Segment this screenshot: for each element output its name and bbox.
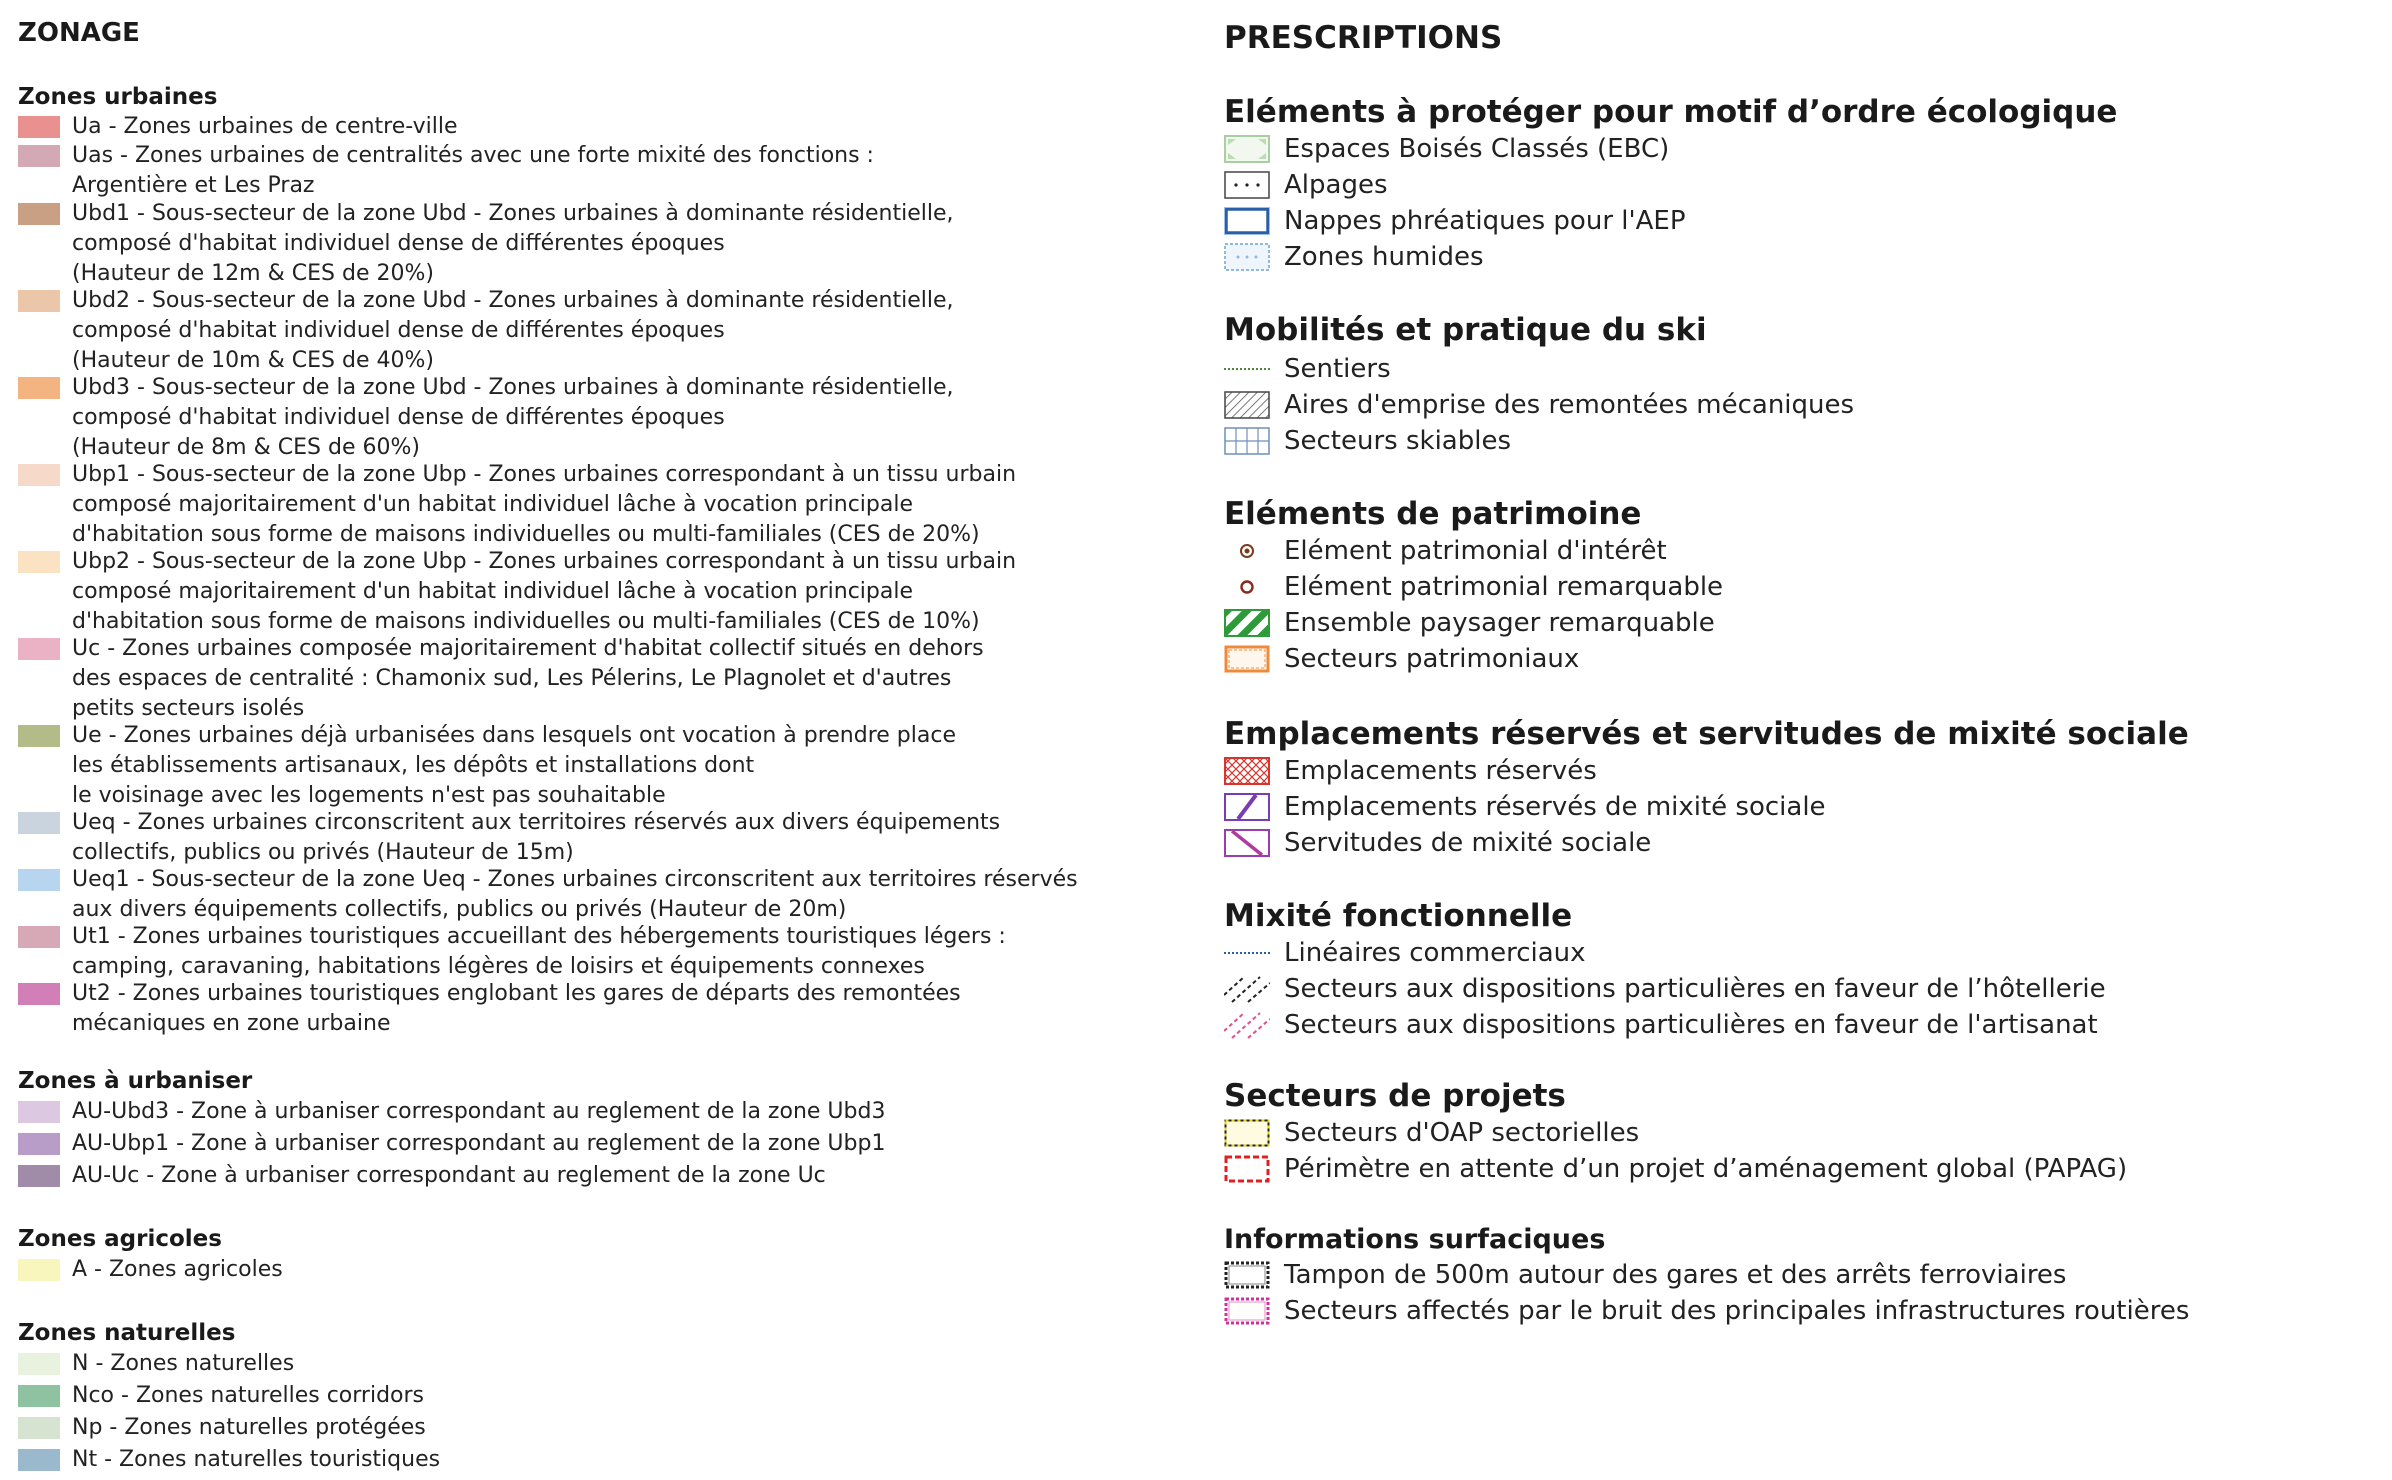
swatch (18, 725, 60, 747)
swatch (18, 638, 60, 660)
swatch (18, 983, 60, 1005)
legend-label: N - Zones naturelles (72, 1351, 295, 1376)
legend-label: Zones humides (1284, 242, 1484, 272)
alpage-icon (1224, 171, 1270, 199)
legend-item-remontees (1224, 388, 1854, 422)
hotellerie-icon (1224, 975, 1270, 1003)
prescriptions-title: PRESCRIPTIONS (1224, 20, 1503, 56)
lineaire-icon (1224, 939, 1270, 967)
group-title-secteurs-projets: Secteurs de projets (1224, 1078, 1566, 1114)
legend-label: Nco - Zones naturelles corridors (72, 1383, 425, 1408)
legend-label: Ueq1 - Sous-secteur de la zone Ueq - Zones urbaines circonscritent aux territoires réservés aux divers équipements collectifs, publics ou privés (Hauteur de 20m) (72, 867, 1078, 922)
legend-item-ueq1 (18, 865, 1078, 925)
swatch (18, 203, 60, 225)
legend-item-sentiers (1224, 352, 1391, 386)
legend-item-ubd2 (18, 286, 954, 376)
swatch (18, 812, 60, 834)
legend-item-ubd3 (18, 373, 954, 463)
legend-label: Ubd1 - Sous-secteur de la zone Ubd - Zones urbaines à dominante résidentielle, composé d'habitat individuel dense de différentes époques (Hauteur de 12m & CES de 20%) (72, 201, 954, 286)
paysager-icon (1224, 609, 1270, 637)
legend-item-ueq (18, 808, 1000, 868)
legend-item-emplacements-reserves (1224, 754, 1597, 788)
skiable-icon (1224, 427, 1270, 455)
legend-label: Nt - Zones naturelles touristiques (72, 1447, 441, 1472)
swatch (18, 551, 60, 573)
legend-label: Emplacements réservés (1284, 756, 1597, 786)
legend-label: Ua - Zones urbaines de centre-ville (72, 114, 458, 139)
swatch (18, 926, 60, 948)
legend-item-ut2 (18, 979, 961, 1039)
bruit-icon (1224, 1297, 1270, 1325)
legend-item-ubp1 (18, 460, 1016, 550)
legend-label: Sentiers (1284, 354, 1391, 384)
swatch (18, 1449, 60, 1471)
legend-label: Ut1 - Zones urbaines touristiques accueillant des hébergements touristiques légers : camping, caravaning, habitations légères de loisirs et équipements connexes (72, 924, 1006, 979)
legend-item-uas (18, 141, 874, 201)
legend-item-patrimoine-interet (1224, 534, 1667, 568)
legend-item-nco (18, 1381, 424, 1411)
humide-icon (1224, 243, 1270, 271)
legend-label: Secteurs skiables (1284, 426, 1511, 456)
group-title-zones-naturelles: Zones naturelles (18, 1320, 236, 1346)
legend-label: Ubp1 - Sous-secteur de la zone Ubp - Zones urbaines correspondant à un tissu urbain composé majoritairement d'un habitat individuel lâche à vocation principale d'habitation sous forme de maisons individuelles ou multi-familiales (CES de 20%) (72, 462, 1017, 547)
swatch (18, 377, 60, 399)
legend-label: Ubd3 - Sous-secteur de la zone Ubd - Zones urbaines à dominante résidentielle, composé d'habitat individuel dense de différentes époques (Hauteur de 8m & CES de 60%) (72, 375, 954, 460)
legend-item-au-uc (18, 1161, 826, 1191)
legend-item-papag (1224, 1152, 2127, 1186)
swatch (18, 116, 60, 138)
legend-label: Uas - Zones urbaines de centralités avec une forte mixité des fonctions : Argentière et Les Praz (72, 143, 874, 198)
legend-item-lineaires (1224, 936, 1586, 970)
swatch (18, 1101, 60, 1123)
group-title-mobilites: Mobilités et pratique du ski (1224, 312, 1707, 348)
legend-item-nt (18, 1445, 440, 1475)
group-title-zones-urbaines: Zones urbaines (18, 84, 218, 110)
legend-label: Ubd2 - Sous-secteur de la zone Ubd - Zones urbaines à dominante résidentielle, composé d'habitat individuel dense de différentes époques (Hauteur de 10m & CES de 40%) (72, 288, 954, 373)
legend-label: Elément patrimonial remarquable (1284, 572, 1724, 602)
legend-label: Uc - Zones urbaines composée majoritairement d'habitat collectif situés en dehors des espaces de centralité : Chamonix sud, Les Pélerins, Le Plagnolet et d'autres petits secteurs isolés (72, 636, 984, 721)
swatch (18, 1385, 60, 1407)
legend-label: A - Zones agricoles (72, 1257, 283, 1282)
patrimoine-remarquable-icon (1224, 573, 1270, 601)
legend-item-ubp2 (18, 547, 1016, 637)
remontee-icon (1224, 391, 1270, 419)
legend-label: AU-Ubp1 - Zone à urbaniser correspondant au reglement de la zone Ubp1 (72, 1131, 886, 1156)
legend-item-ue (18, 721, 956, 811)
swatch (18, 1165, 60, 1187)
swatch (18, 1133, 60, 1155)
swatch (18, 1353, 60, 1375)
legend-label: Servitudes de mixité sociale (1284, 828, 1652, 858)
legend-item-ubd1 (18, 199, 954, 289)
legend-label: Secteurs patrimoniaux (1284, 644, 1580, 674)
servitude-icon (1224, 829, 1270, 857)
legend-item-ebc (1224, 132, 1669, 166)
legend-item-ut1 (18, 922, 1006, 982)
legend-label: Nappes phréatiques pour l'AEP (1284, 206, 1686, 236)
reserve-icon (1224, 757, 1270, 785)
legend-item-zones-humides (1224, 240, 1484, 274)
legend-label: Tampon de 500m autour des gares et des arrêts ferroviaires (1284, 1260, 2067, 1290)
legend-item-n (18, 1349, 294, 1379)
swatch (18, 1259, 60, 1281)
legend-item-au-ubd3 (18, 1097, 885, 1127)
legend-item-paysager (1224, 606, 1715, 640)
legend-label: Emplacements réservés de mixité sociale (1284, 792, 1826, 822)
swatch (18, 869, 60, 891)
legend-label: Secteurs aux dispositions particulières en faveur de l’hôtellerie (1284, 974, 2106, 1004)
group-title-zones-agricoles: Zones agricoles (18, 1226, 222, 1252)
legend-label: Ue - Zones urbaines déjà urbanisées dans lesquels ont vocation à prendre place les établissements artisanaux, les dépôts et installations dont le voisinage avec les logements n'est pas souhaitable (72, 723, 956, 808)
legend-label: Linéaires commerciaux (1284, 938, 1586, 968)
oap-icon (1224, 1119, 1270, 1147)
legend-label: Secteurs aux dispositions particulières en faveur de l'artisanat (1284, 1010, 2098, 1040)
legend-item-nappes (1224, 204, 1686, 238)
swatch (18, 145, 60, 167)
swatch (18, 290, 60, 312)
legend-item-a (18, 1255, 283, 1285)
group-title-ecologique: Eléments à protéger pour motif d’ordre écologique (1224, 94, 2118, 130)
legend-label: Périmètre en attente d’un projet d’aménagement global (PAPAG) (1284, 1154, 2128, 1184)
secteur-patrimonial-icon (1224, 645, 1270, 673)
legend-label: AU-Ubd3 - Zone à urbaniser correspondant au reglement de la zone Ubd3 (72, 1099, 886, 1124)
tampon-icon (1224, 1261, 1270, 1289)
legend-item-skiables (1224, 424, 1511, 458)
group-title-informations-surfaciques: Informations surfaciques (1224, 1224, 1606, 1255)
legend-label: Aires d'emprise des remontées mécaniques (1284, 390, 1855, 420)
legend-item-servitudes (1224, 826, 1651, 860)
legend-item-hotellerie (1224, 972, 2106, 1006)
legend-label: Secteurs affectés par le bruit des principales infrastructures routières (1284, 1296, 2190, 1326)
legend-label: Espaces Boisés Classés (EBC) (1284, 134, 1670, 164)
legend-item-reserves-mixite (1224, 790, 1826, 824)
group-title-patrimoine: Eléments de patrimoine (1224, 496, 1642, 532)
patrimoine-interet-icon (1224, 537, 1270, 565)
group-title-emplacements: Emplacements réservés et servitudes de mixité sociale (1224, 716, 2189, 752)
legend-item-bruit (1224, 1294, 2189, 1328)
nappe-icon (1224, 207, 1270, 235)
legend-label: Alpages (1284, 170, 1388, 200)
legend-item-artisanat (1224, 1008, 2098, 1042)
swatch (18, 464, 60, 486)
zonage-title: ZONAGE (18, 18, 140, 48)
legend-item-alpages (1224, 168, 1388, 202)
legend-label: Ueq - Zones urbaines circonscritent aux territoires réservés aux divers équipements collectifs, publics ou privés (Hauteur de 15m) (72, 810, 1001, 865)
legend-label: Secteurs d'OAP sectorielles (1284, 1118, 1640, 1148)
legend-item-patrimoine-remarquable (1224, 570, 1723, 604)
legend-label: Ut2 - Zones urbaines touristiques englobant les gares de départs des remontées mécaniques en zone urbaine (72, 981, 961, 1036)
swatch (18, 1417, 60, 1439)
legend-item-uc (18, 634, 984, 724)
legend-item-au-ubp1 (18, 1129, 885, 1159)
legend-label: Np - Zones naturelles protégées (72, 1415, 426, 1440)
legend-label: Ubp2 - Sous-secteur de la zone Ubp - Zones urbaines correspondant à un tissu urbain composé majoritairement d'un habitat individuel lâche à vocation principale d'habitation sous forme de maisons individuelles ou multi-familiales (CES de 10%) (72, 549, 1017, 634)
sentier-icon (1224, 355, 1270, 383)
legend-item-secteurs-patrimoniaux (1224, 642, 1579, 676)
artisanat-icon (1224, 1011, 1270, 1039)
legend-label: AU-Uc - Zone à urbaniser correspondant au reglement de la zone Uc (72, 1163, 826, 1188)
reserve-mixite-icon (1224, 793, 1270, 821)
legend-item-oap (1224, 1116, 1639, 1150)
legend-label: Ensemble paysager remarquable (1284, 608, 1715, 638)
papag-icon (1224, 1155, 1270, 1183)
legend-item-tampon (1224, 1258, 2066, 1292)
legend-label: Elément patrimonial d'intérêt (1284, 536, 1667, 566)
group-title-zones-a-urbaniser: Zones à urbaniser (18, 1068, 253, 1094)
legend-item-ua (18, 112, 457, 142)
legend-item-np (18, 1413, 426, 1443)
group-title-mixite-fonctionnelle: Mixité fonctionnelle (1224, 898, 1573, 934)
ebc-icon (1224, 135, 1270, 163)
